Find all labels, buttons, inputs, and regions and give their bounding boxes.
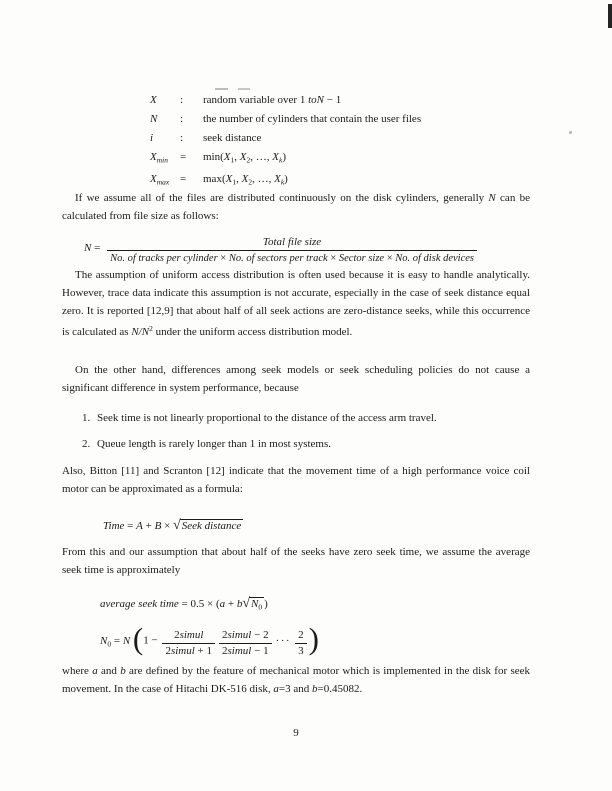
text-segment: = (124, 520, 137, 532)
text-segment: + (225, 598, 237, 610)
text-segment: N (488, 192, 496, 204)
paragraph-seek-models (62, 361, 530, 397)
text-segment: The assumption of uniform access distribution is often used because it is easy to handle analytically. However, trace data indicate this assumption is not accurate, especially in the case of seek distance equal zero. It is reported [12,9] that about half of all seek actions are zero-distance seeks, while this occurrence is calculated as (62, 269, 530, 338)
fraction (162, 629, 215, 658)
text-segment: min( (203, 151, 224, 163)
text-segment: 0 (107, 639, 112, 649)
text-segment: X (150, 172, 157, 185)
definition-row (150, 110, 421, 129)
text-segment: simul (227, 628, 252, 641)
text-segment: + (142, 520, 155, 532)
text-segment: X (150, 151, 157, 163)
definition-relation: : (180, 94, 184, 106)
definition-relation: = (180, 151, 187, 163)
text-segment: N (122, 634, 131, 647)
text-segment: N/N (131, 326, 150, 338)
definition-description (203, 148, 421, 170)
definition-relation: : (180, 132, 184, 144)
text-segment: = (111, 634, 123, 647)
text-segment: 1 (232, 177, 237, 186)
text-segment: , (234, 151, 240, 163)
paragraph-motor-constants (62, 662, 530, 698)
fraction-numerator (162, 629, 215, 643)
text-segment: X (272, 151, 279, 163)
text-segment: 3 (298, 644, 304, 657)
text-segment: N (100, 634, 108, 647)
definition-symbol (150, 91, 180, 110)
text-segment: B (154, 520, 162, 532)
equation-seek-time (103, 519, 243, 533)
definition-row (150, 129, 421, 148)
text-segment: Total file size (262, 236, 322, 248)
radicand (249, 597, 264, 614)
scan-artifact-dash (215, 88, 228, 90)
fraction-denominator (107, 250, 477, 265)
text-segment: X (223, 151, 231, 163)
text-segment: No. of tracks per cylinder (110, 253, 218, 264)
text-segment: N (251, 598, 259, 610)
text-segment: 2 (248, 177, 253, 186)
definition-row (150, 170, 421, 192)
text-segment: 1 − (143, 634, 161, 647)
text-segment: × (327, 253, 339, 264)
paragraph-intro-files (62, 189, 530, 225)
scan-artifact-dot (569, 131, 572, 134)
text-segment: − 1 (323, 94, 342, 106)
equation-lhs (103, 520, 173, 532)
square-root (173, 519, 243, 533)
definition-row (150, 148, 421, 170)
text-segment: From this and our assumption that about half of the seeks have zero seek time, we assume the average seek time is approximately (62, 546, 530, 576)
text-segment: N (84, 242, 92, 255)
text-segment: random variable over 1 (203, 94, 309, 106)
text-segment: average seek time (100, 598, 179, 610)
text-segment: 2 (165, 644, 171, 657)
text-segment: X (274, 172, 281, 185)
equation-lhs (84, 242, 103, 254)
text-segment: On the other hand, differences among seek models or seek scheduling policies do not cause a significant difference in system performance, because (62, 364, 530, 394)
text-segment: are defined by the feature of mechanical motor which is implemented in the disk for seek movement. In the case of Hitachi DK-516 disk, (62, 665, 530, 695)
text-segment: max (156, 177, 170, 186)
paragraph-average-seek (62, 543, 530, 579)
text-segment: X (241, 172, 249, 185)
text-segment: simul (227, 644, 252, 657)
text-segment: under the uniform access distribution model. (152, 326, 353, 338)
text-segment: =3 and (278, 683, 312, 695)
list-item-2 (82, 435, 532, 453)
text-segment: X (239, 151, 247, 163)
text-segment: ) (284, 172, 288, 185)
text-segment: 2 (222, 628, 228, 641)
scan-artifact-bar (608, 4, 612, 28)
text-segment: X (225, 172, 233, 185)
fraction-denominator (162, 643, 215, 658)
close-paren: ) (308, 621, 319, 656)
text-segment: No. of sectors per track (228, 253, 328, 264)
list-item-marker: 2. (82, 438, 91, 450)
text-segment: 1 (230, 155, 235, 165)
text-segment: × (217, 253, 229, 264)
text-segment: min (156, 155, 168, 165)
fraction (295, 629, 307, 658)
text-segment: 2 (298, 628, 304, 641)
list-item-text: Seek time is not linearly proportional to the distance of the access arm travel. (97, 412, 437, 424)
open-paren: ( (132, 621, 144, 656)
text-segment: = 0.5 × ( (178, 598, 220, 610)
text-segment: i (150, 132, 154, 144)
text-segment: a (219, 598, 226, 610)
text-segment: − 2 (251, 628, 269, 641)
text-segment: × (161, 520, 174, 532)
definition-description (203, 129, 421, 148)
text-segment: If we assume all of the files are distributed continuously on the disk cylinders, generally (75, 192, 489, 204)
cdots: ··· (275, 635, 292, 647)
text-segment: + 1 (194, 644, 213, 657)
definition-description (203, 110, 421, 129)
text-segment: where (62, 665, 93, 677)
text-segment: a (92, 665, 98, 677)
equation-average-seek-time (100, 597, 268, 614)
square-root (242, 597, 264, 614)
text-segment: seek distance (203, 132, 262, 144)
text-segment: 0 (258, 602, 263, 612)
equation-term (143, 635, 160, 647)
fraction-numerator (107, 236, 477, 250)
fraction-denominator (295, 643, 307, 658)
text-segment: k (278, 155, 283, 165)
text-segment: b (311, 683, 318, 695)
text-segment: 2 (246, 155, 251, 165)
text-segment: No. of disk devices (395, 253, 474, 264)
radical-icon: √ (242, 596, 251, 611)
text-segment: can be calculated from file size as follows: (62, 192, 530, 222)
text-segment: Seek distance (181, 520, 242, 532)
definition-relation: = (180, 172, 187, 185)
text-segment: × (384, 253, 396, 264)
text-segment: b (120, 665, 126, 677)
close-paren: ) (264, 598, 268, 610)
text-segment: simul (179, 628, 204, 641)
paragraph-bitton-scranton (62, 462, 530, 498)
fraction (219, 629, 272, 658)
paragraph-uniform-assumption (62, 266, 530, 341)
fraction (107, 236, 477, 265)
text-segment: a (273, 683, 279, 695)
equation-n-filesize (84, 234, 479, 263)
text-segment: max( (203, 172, 226, 185)
text-segment: and (97, 665, 121, 677)
list-item-marker: 1. (82, 412, 91, 424)
symbol-definitions (150, 91, 421, 191)
scan-artifact-dash (238, 88, 250, 90)
page-number: 9 (293, 727, 299, 739)
text-segment: toN (308, 94, 324, 106)
text-segment: A (136, 520, 143, 532)
equation-lhs (100, 635, 130, 647)
text-segment: , …, (250, 151, 273, 163)
text-segment: the number of cylinders that contain the user files (203, 113, 422, 125)
text-segment: b (236, 598, 243, 610)
definition-row (150, 91, 421, 110)
radical-icon: √ (173, 518, 181, 533)
equation-n0 (100, 621, 319, 657)
text-segment: , (236, 172, 242, 185)
text-segment: − 1 (251, 644, 269, 657)
text-segment: ) (282, 151, 286, 163)
definition-symbol (150, 110, 180, 129)
fraction-denominator (219, 643, 272, 658)
text-segment: Sector size (338, 253, 385, 264)
text-segment: 2 (149, 324, 153, 333)
text-segment: =0.45082. (317, 683, 363, 695)
definition-relation: : (180, 113, 184, 125)
definition-symbol (150, 129, 180, 148)
text-segment: N (150, 113, 158, 125)
text-segment: Also, Bitton [11] and Scranton [12] indicate that the movement time of a high performance voice coil motor can be approximated as a formula: (62, 465, 530, 495)
text-segment: 2 (174, 628, 180, 641)
definition-description (203, 170, 421, 192)
text-segment: simul (170, 644, 195, 657)
text-segment: , …, (252, 172, 275, 185)
text-segment: k (280, 177, 285, 186)
definition-symbol (150, 170, 180, 192)
definition-symbol (150, 148, 180, 170)
text-segment: X (150, 94, 157, 106)
radicand (180, 519, 244, 532)
text-segment: = (91, 242, 104, 255)
fraction-numerator (295, 629, 307, 643)
text-segment: 2 (222, 644, 228, 657)
list-item-text: Queue length is rarely longer than 1 in most systems. (97, 438, 332, 450)
definition-description (203, 91, 421, 110)
list-item-1 (82, 409, 532, 427)
fraction-numerator (219, 629, 272, 643)
text-segment: Time (103, 520, 125, 532)
equation-lhs (100, 598, 242, 610)
